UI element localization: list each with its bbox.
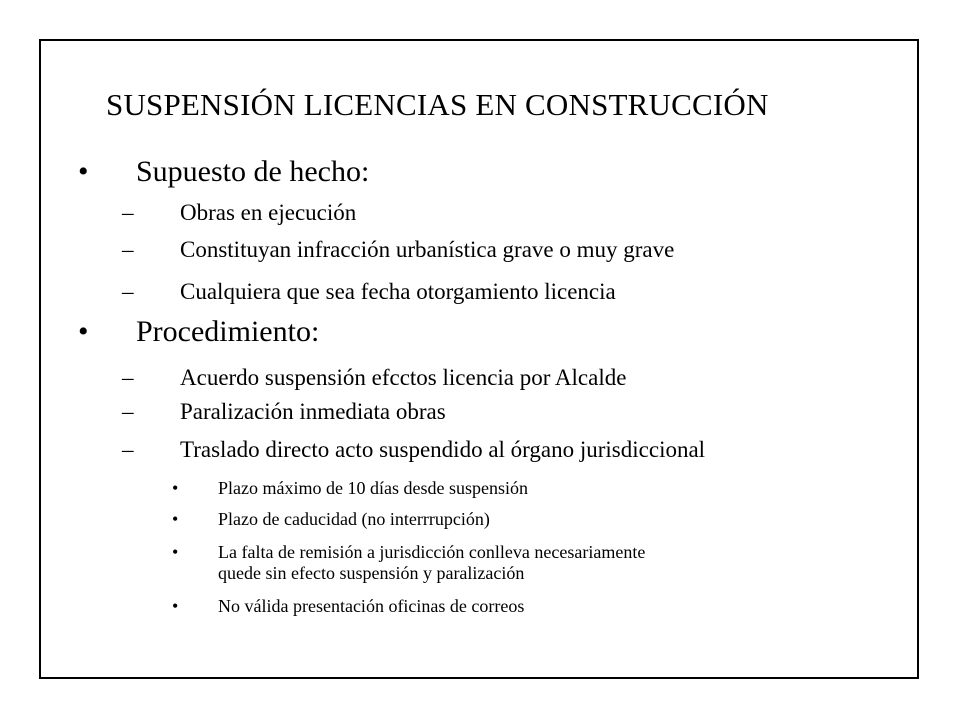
- list-item-text: Cualquiera que sea fecha otorgamiento licencia: [180, 279, 616, 304]
- section-heading: Supuesto de hecho:: [136, 155, 370, 188]
- bullet-marker: •: [78, 155, 89, 188]
- bullet-marker: •: [172, 542, 179, 562]
- sub-list-item-text: La falta de remisión a jurisdicción conlleva necesariamente: [218, 542, 646, 562]
- dash-marker: –: [122, 237, 134, 262]
- bullet-marker: •: [172, 509, 179, 529]
- bullet-marker: •: [78, 315, 89, 348]
- dash-marker: –: [122, 437, 134, 462]
- bullet-marker: •: [172, 596, 179, 616]
- dash-marker: –: [122, 365, 134, 390]
- sub-list-item-text: Plazo máximo de 10 días desde suspensión: [218, 478, 528, 498]
- list-item-text: Paralización inmediata obras: [180, 399, 446, 424]
- list-item-text: Traslado directo acto suspendido al órgano jurisdiccional: [180, 437, 706, 462]
- dash-marker: –: [122, 399, 134, 424]
- sub-list-item-text: quede sin efecto suspensión y paralización: [218, 563, 525, 583]
- bullet-marker: •: [172, 478, 179, 498]
- dash-marker: –: [122, 279, 134, 304]
- sub-list-item-text: Plazo de caducidad (no interrrupción): [218, 509, 490, 529]
- slide-title: SUSPENSIÓN LICENCIAS EN CONSTRUCCIÓN: [106, 87, 769, 122]
- dash-marker: –: [122, 200, 134, 225]
- list-item-text: Acuerdo suspensión efcctos licencia por Alcalde: [180, 365, 627, 390]
- list-item-text: Constituyan infracción urbanística grave o muy grave: [180, 237, 675, 262]
- sub-list-item-text: No válida presentación oficinas de correos: [218, 596, 525, 616]
- section-heading: Procedimiento:: [136, 315, 320, 348]
- list-item-text: Obras en ejecución: [180, 200, 357, 225]
